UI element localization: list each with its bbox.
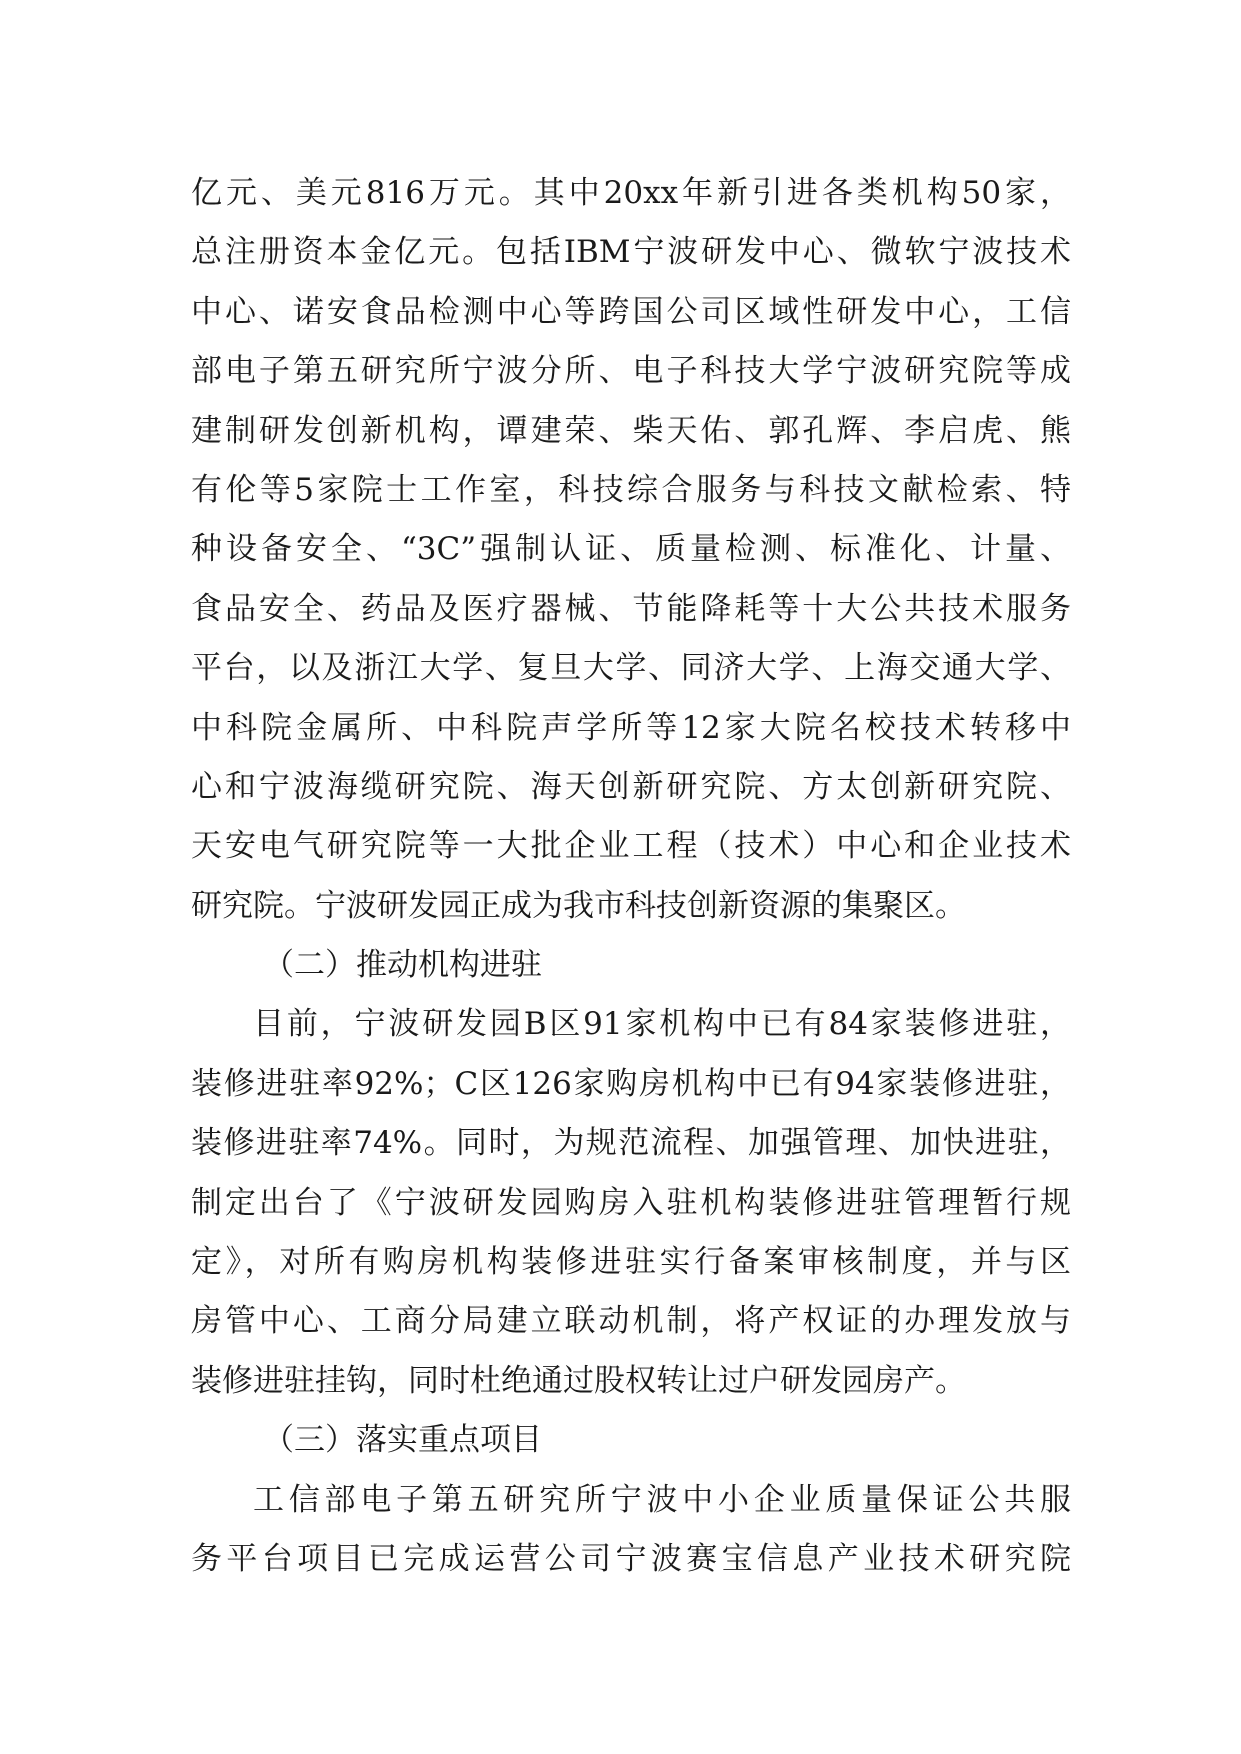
text-line: 心和宁波海缆研究院、海天创新研究院、方太创新研究院、 xyxy=(191,768,1071,805)
paragraph-key-projects xyxy=(191,1471,1071,1590)
text-line: 种设备安全、“3C”强制认证、质量检测、标准化、计量、 xyxy=(191,531,1071,568)
section-heading-2: （二）推动机构进驻 xyxy=(263,947,542,984)
text-line: 研究院。宁波研发园正成为我市科技创新资源的集聚区。 xyxy=(191,887,966,924)
text-line: 装修进驻率92%；C区126家购房机构中已有94家装修进驻， xyxy=(191,1065,1071,1102)
text-line: 装修进驻挂钩，同时杜绝通过股权转让过户研发园房产。 xyxy=(191,1362,966,1399)
text-line: 中科院金属所、中科院声学所等12家大院名校技术转移中 xyxy=(191,709,1071,746)
text-line: 定》，对所有购房机构装修进驻实行备案审核制度，并与区 xyxy=(191,1244,1071,1281)
text-line: 制定出台了《宁波研发园购房入驻机构装修进驻管理暂行规 xyxy=(191,1184,1071,1221)
text-line: 食品安全、药品及医疗器械、节能降耗等十大公共技术服务 xyxy=(191,590,1071,627)
paragraph-institutions xyxy=(191,164,1071,936)
text-line: 平台，以及浙江大学、复旦大学、同济大学、上海交通大学、 xyxy=(191,650,1071,687)
text-line: 有伦等5家院士工作室，科技综合服务与科技文献检索、特 xyxy=(191,471,1071,508)
text-line: 装修进驻率74%。同时，为规范流程、加强管理、加快进驻， xyxy=(191,1125,1071,1162)
text-line: 目前，宁波研发园B区91家机构中已有84家装修进驻， xyxy=(253,1006,1071,1043)
document-body xyxy=(191,164,1071,1589)
text-line: 房管中心、工商分局建立联动机制，将产权证的办理发放与 xyxy=(191,1303,1071,1340)
text-line: 亿元、美元816万元。其中20xx年新引进各类机构50家， xyxy=(191,175,1071,211)
text-line: 中心、诺安食品检测中心等跨国公司区域性研发中心，工信 xyxy=(191,293,1071,330)
section-heading-3: （三）落实重点项目 xyxy=(263,1422,542,1459)
text-line: 天安电气研究院等一大批企业工程（技术）中心和企业技术 xyxy=(191,828,1071,865)
text-line: 建制研发创新机构，谭建荣、柴天佑、郭孔辉、李启虎、熊 xyxy=(191,412,1071,449)
text-line: 部电子第五研究所宁波分所、电子科技大学宁波研究院等成 xyxy=(191,353,1071,390)
text-line: 工信部电子第五研究所宁波中小企业质量保证公共服 xyxy=(253,1481,1071,1518)
paragraph-move-in xyxy=(191,995,1071,1411)
text-line: 总注册资本金亿元。包括IBM宁波研发中心、微软宁波技术 xyxy=(191,234,1071,271)
text-line: 务平台项目已完成运营公司宁波赛宝信息产业技术研究院 xyxy=(191,1540,1071,1577)
